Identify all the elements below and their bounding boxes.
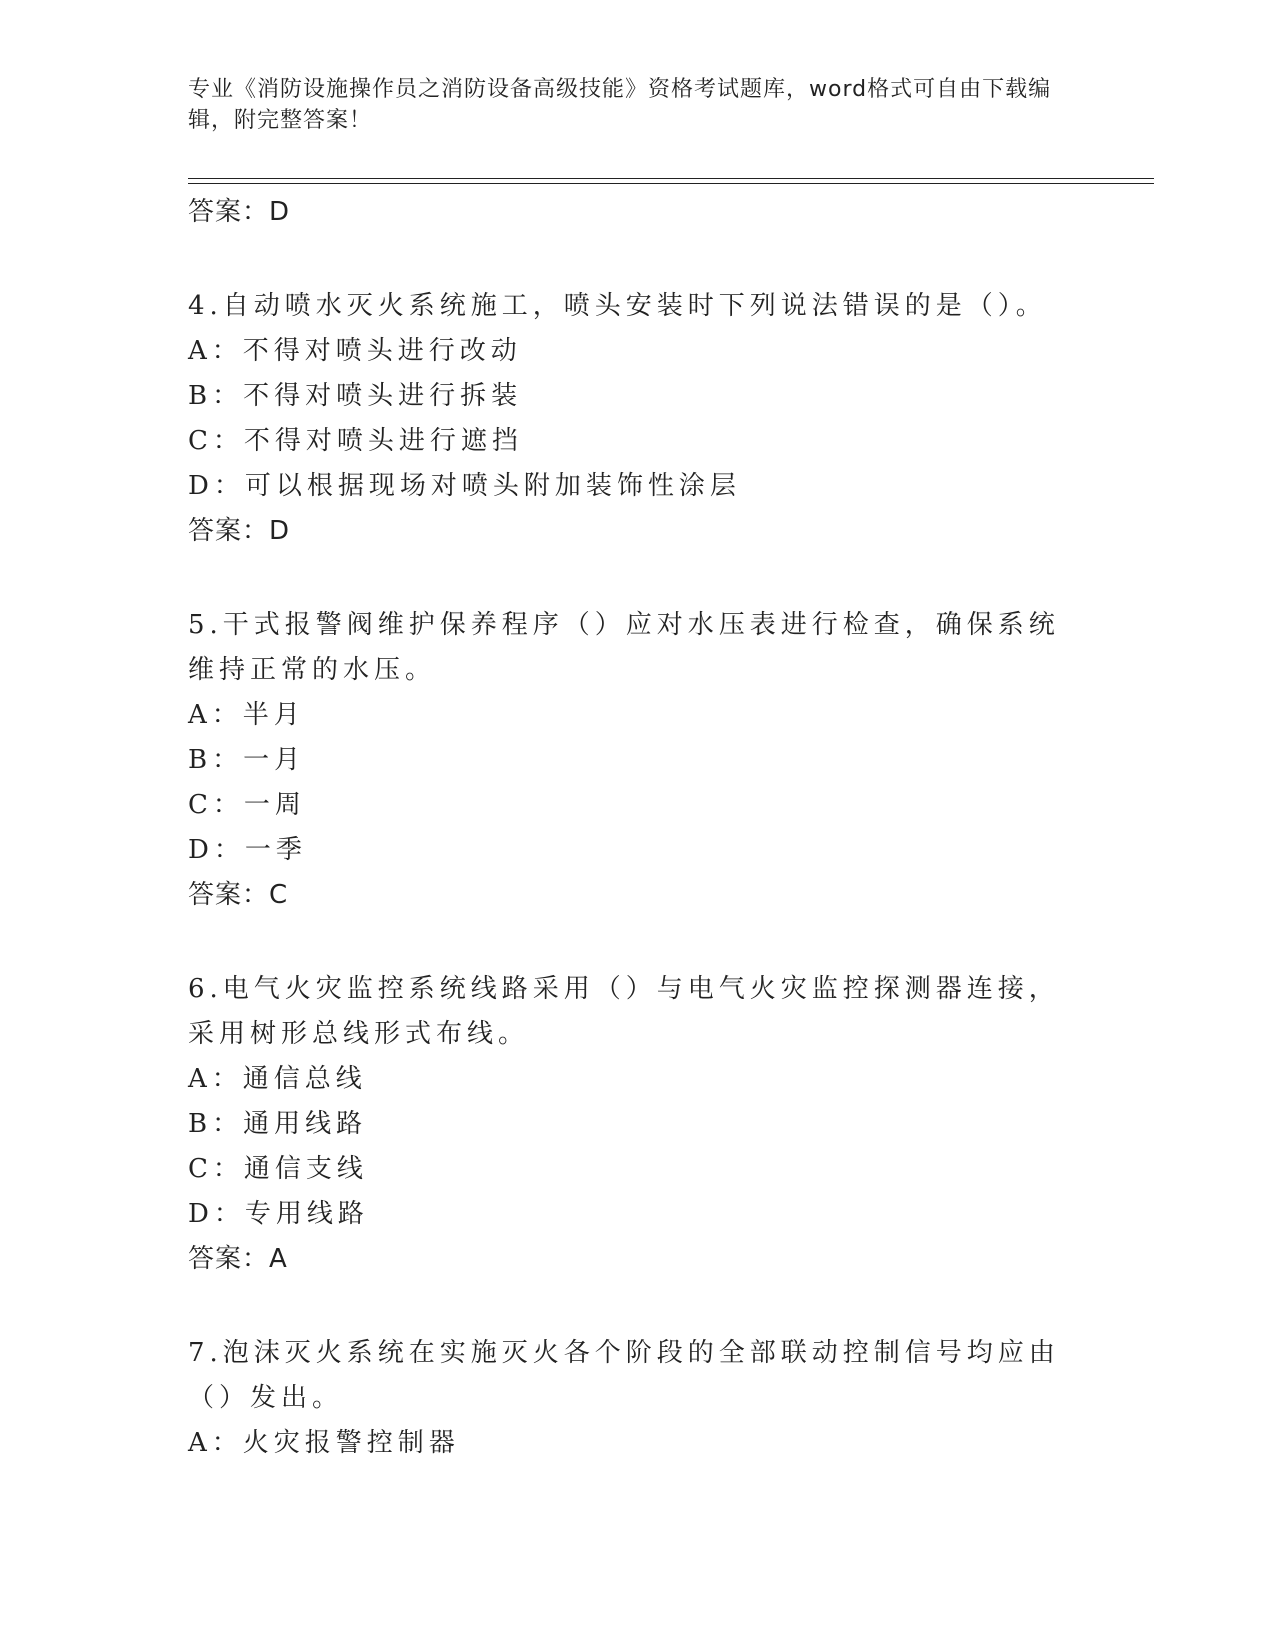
spacer: [188, 229, 1068, 284]
header-double-rule: [188, 178, 1154, 184]
option-d: D：一季: [188, 835, 307, 865]
answer-4: 答案：D: [188, 516, 291, 546]
option-a: A：不得对喷头进行改动: [188, 336, 522, 366]
question-4: [188, 284, 1068, 329]
spacer: [188, 548, 1068, 603]
option-a: A：通信总线: [188, 1064, 367, 1094]
option-d: D：专用线路: [188, 1199, 369, 1229]
question-text: 6.电气火灾监控系统线路采用（）与电气火灾监控探测器连接，采用树形总线形式布线。: [188, 974, 1060, 1049]
spacer: [188, 912, 1068, 967]
question-text: 5.干式报警阀维护保养程序（）应对水压表进行检查，确保系统维持正常的水压。: [188, 610, 1060, 685]
answer-5: 答案：C: [188, 880, 289, 910]
option-d: D：可以根据现场对喷头附加装饰性涂层: [188, 471, 741, 501]
document-header: [188, 74, 1088, 136]
spacer: [188, 1276, 1068, 1331]
header-text: 专业《消防设施操作员之消防设备高级技能》资格考试题库，word格式可自由下载编辑，附完整答案！: [188, 77, 1052, 133]
option-c: C：不得对喷头进行遮挡: [188, 426, 523, 456]
question-6: [188, 967, 1068, 1057]
option-c: C：通信支线: [188, 1154, 368, 1184]
option-a: A：半月: [188, 700, 305, 730]
question-text: 4.自动喷水灭火系统施工，喷头安装时下列说法错误的是（）。: [188, 291, 1047, 321]
answer-6: 答案：A: [188, 1244, 288, 1274]
option-b: B：一月: [188, 745, 306, 775]
question-5: [188, 603, 1068, 693]
option-b: B：不得对喷头进行拆装: [188, 381, 523, 411]
answer-previous: 答案：D: [188, 197, 291, 227]
option-a: A：火灾报警控制器: [188, 1428, 460, 1458]
option-c: C：一周: [188, 790, 306, 820]
question-text: 7.泡沫灭火系统在实施灭火各个阶段的全部联动控制信号均应由（）发出。: [188, 1338, 1060, 1413]
option-b: B：通用线路: [188, 1109, 368, 1139]
question-7: [188, 1331, 1068, 1421]
document-body: [188, 190, 1068, 1466]
